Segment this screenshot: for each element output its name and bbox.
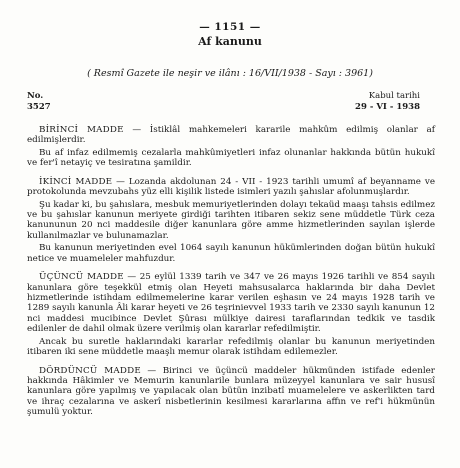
page-number: — 1151 — (199, 21, 261, 33)
article-text: Bu kanunun meriyetinden evel 1064 sayılı kanunun hükümlerinden doğan bütün hukukî netice ve muameleler mahfuzdur. (27, 243, 435, 264)
acceptance-date-block (355, 91, 420, 113)
article-text: Şu kadar ki, bu şahıslara, mesbuk memuriyetlerinden dolayı tekaüd maaşı tahsis edilmez ve bu şahıslar kanunun meriyete girdiği tarihten itibaren sekiz sene müddetle Türk ceza kanununun 20 nci maddesile diğer kanunlara göre amme hizmetlerinden sayılan işlerde kullanılmazlar ve bulunamazlar. (27, 199, 435, 241)
article-text: Ancak bu suretle haklarındaki kararlar refedilmiş olanlar bu kanunun meriyetinden itibaren iki sene müddetle maaşlı memur olarak istihdam edilemezler. (27, 336, 435, 358)
law-number: 3527 (27, 102, 51, 112)
article-paragraph (27, 272, 435, 334)
article-text: — Lozanda akdolunan 24 - VII - 1923 tarihli umumî af beyanname ve protokolunda mevzubahs yüz elli kişilik listede isimleri yazılı şahıslar afolunmuşlardır. (27, 176, 436, 198)
law-body (27, 125, 435, 420)
article-heading: ÜÇÜNCÜ MADDE (39, 272, 124, 283)
law-number-block (27, 91, 51, 113)
article-heading: İKİNCİ MADDE (39, 176, 113, 187)
article-text: — Birinci ve üçüncü maddeler hükmünden istifade edenler hakkında Hâkimler ve Memurin kanunlarile bunlara müzeyyel kanunlara ve sair hususî kanunlara göre yapılmış ve yapılacak olan bütün inzibatî muamelelere ve askerlikten tard ve ihraç cezalarına ve askerî nisbetlerinin kesilmesi kararlarına affın ve ref'i hükmünün şumulü yoktur. (27, 365, 435, 418)
article-heading: BİRİNCİ MADDE (39, 125, 124, 135)
article-text: Bu af infaz edilmemiş cezalarla mahkûmiyetleri infaz olunanlar hakkında bütün hukukî ve fer'î netayiç ve tesiratına şamildir. (27, 147, 435, 169)
article-text: — 25 eylül 1339 tarih ve 347 ve 26 mayıs 1926 tarihli ve 854 sayılı kanunlara göre teşekkül etmiş olan Heyeti mahsusalarca haklarında bir daha Devlet hizmetlerinde istihdam edilmemelerine karar verilen eşhasın ve 24 mayıs 1928 tarih ve 1289 sayılı kanunla Âli karar heyeti ve 26 teşrinievvel 1933 tarih ve 2330 sayılı kanunun 12 nci maddesi mucibince Devlet Şûrası mülkiye dairesi taraflarından tedkik ve tasdik edilenler de dahil olmak üzere verilmiş olan kararlar refedilmiştir. (27, 272, 435, 335)
article-heading: DÖRDÜNCÜ MADDE (39, 365, 141, 376)
article-paragraph (27, 177, 435, 198)
law-number-label: No. (27, 91, 44, 101)
gazette-reference: ( Resmî Gazete ile neşir ve ilânı : 16/VII/1938 - Sayı : 3961) (87, 68, 373, 79)
article-paragraph (27, 125, 435, 146)
article-paragraph (27, 200, 435, 242)
article-text: — İstiklâl mahkemeleri kararile mahkûm edilmiş olanlar af edilmişlerdir. (27, 125, 435, 146)
article-paragraph (27, 243, 435, 264)
article-paragraph (27, 337, 435, 358)
acceptance-date: 29 - VI - 1938 (355, 102, 420, 112)
acceptance-date-label: Kabul tarihi (368, 91, 420, 101)
article-paragraph (27, 366, 435, 418)
law-title: Af kanunu (198, 35, 262, 48)
article-paragraph (27, 148, 435, 169)
